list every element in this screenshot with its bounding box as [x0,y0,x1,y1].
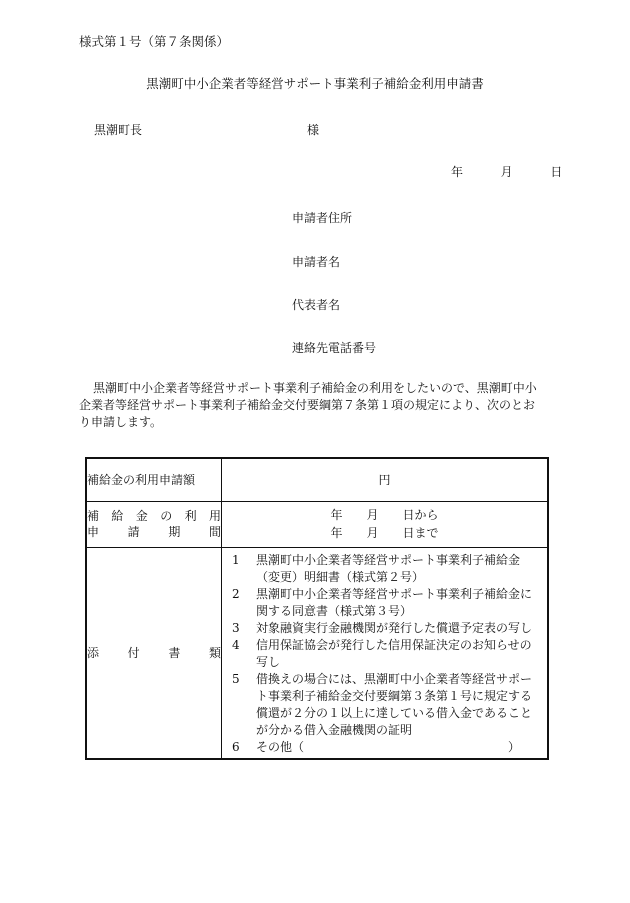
attachments-label: 添 付 書 類 [86,547,222,759]
amount-label: 補給金の利用申請額 [86,458,222,501]
attachment-number: 4 [232,637,240,652]
amount-value: 円 [222,458,549,501]
applicant-address-label: 申請者住所 [292,211,353,225]
attachment-item [232,552,539,586]
period-row [86,501,548,547]
attachment-text: 信用保証協会が発行した信用保証決定のお知らせの写し [256,637,532,669]
attachment-text: その他（ ） [256,739,521,754]
attachments-list [222,548,547,758]
attachments-cell [222,547,549,759]
period-label [86,501,222,547]
date-year: 年 [451,165,464,179]
document-title: 黒潮町中小企業者等経営サポート事業利子補給金利用申請書 [146,76,484,91]
period-from: 年 月 日から [330,508,439,522]
attachment-text: 対象融資実行金融機関が発行した償還予定表の写し [256,620,533,635]
addressee-honorific: 様 [307,123,320,137]
attachment-item [232,620,539,637]
representative-name-label: 代表者名 [292,298,341,312]
attachment-item [232,739,539,756]
date-month: 月 [500,165,513,179]
amount-row [86,458,548,501]
attachment-number: 1 [232,552,240,567]
intro-paragraph: 黒潮町中小企業者等経営サポート事業利子補給金の利用をしたいので、黒潮町中小企業者等経営サポート事業利子補給金交付要綱第７条第１項の規定により、次のとおり申請します。 [79,381,537,429]
period-value [222,501,549,547]
addressee-name: 黒潮町長 [94,123,143,137]
date-line [451,166,562,178]
period-label-line2: 申 請 期 間 [87,525,221,539]
attachment-number: 2 [232,586,240,601]
attachment-number: 5 [232,671,240,686]
date-day: 日 [550,165,563,179]
application-table [85,457,549,760]
attachments-row [86,547,548,759]
attachment-number: 3 [232,620,240,635]
attachment-text: 借換えの場合には、黒潮町中小企業者等経営サポート事業利子補給金交付要綱第３条第１号に規定する償還が２分の１以上に達している借入金であることが分かる借入金融機関の証明 [256,671,533,737]
attachment-text: 黒潮町中小企業者等経営サポート事業利子補給金（変更）明細書（様式第２号） [256,552,521,584]
period-label-line1: 補 給 金 の 利 用 [87,509,221,523]
applicant-name-label: 申請者名 [292,255,341,269]
period-to: 年 月 日まで [330,526,439,540]
attachment-text: 黒潮町中小企業者等経営サポート事業利子補給金に関する同意書（様式第３号） [256,586,533,618]
attachment-item [232,637,539,671]
attachment-number: 6 [232,739,240,754]
contact-phone-label: 連絡先電話番号 [292,341,377,355]
attachment-item [232,586,539,620]
attachment-item [232,671,539,739]
form-number: 様式第１号（第７条関係） [79,34,230,49]
